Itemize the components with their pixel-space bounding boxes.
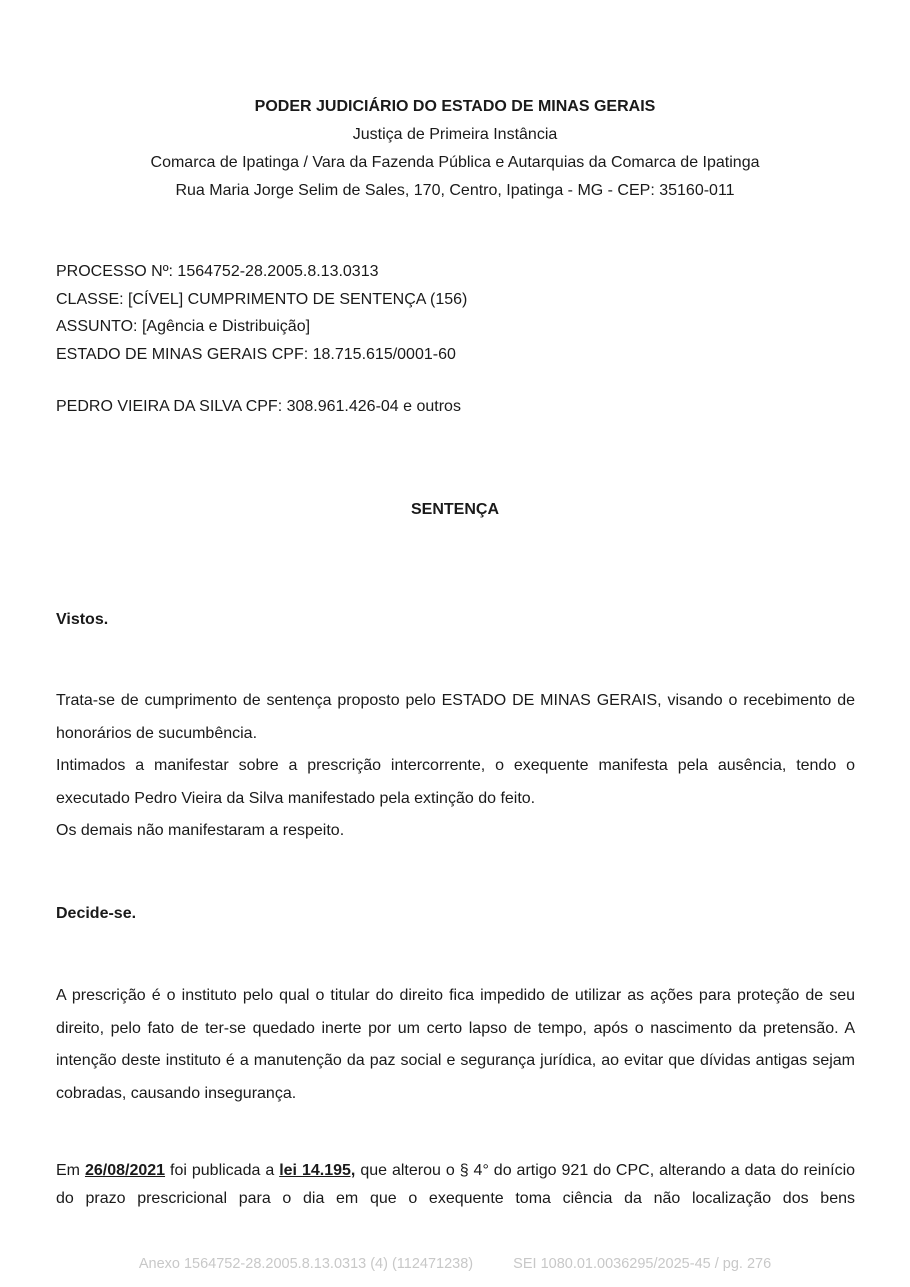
prescription-paragraph: A prescrição é o instituto pelo qual o titular do direito fica impedido de utilizar as ações para proteção de seu direito, pelo fato de ter-se quedado inerte por um certo lapso de tempo, após o nascimento da pretensão. A intenção deste instituto é a manutenção da paz social e segurança jurídica, ao evitar que dívidas antigas sejam cobradas, causando insegurança. (56, 987, 855, 1102)
footer-sei: SEI 1080.01.0036295/2025-45 / pg. 276 (513, 1256, 772, 1272)
law-section (56, 1157, 855, 1213)
case-info (56, 258, 856, 368)
law-paragraph (56, 1157, 855, 1213)
report-section (56, 685, 855, 848)
process-number: PROCESSO Nº: 1564752-28.2005.8.13.0313 (56, 263, 379, 280)
court-name: PODER JUDICIÁRIO DO ESTADO DE MINAS GERAIS (254, 98, 656, 115)
footer-annex: Anexo 1564752-28.2005.8.13.0313 (4) (112471238) (138, 1256, 474, 1272)
decide-heading: Decide-se. (56, 905, 137, 922)
report-paragraph-2: Intimados a manifestar sobre a prescrição intercorrente, o exequente manifesta pela ausência, tendo o executado Pedro Vieira da Silva manifestado pela extinção do feito. (56, 757, 855, 807)
report-paragraph-3: Os demais não manifestaram a respeito. (56, 822, 345, 840)
law-rest: que alterou o § 4° do artigo 921 do CPC, alterando a data do reinício do prazo prescricional para o dia em que o exequente toma ciência da não localização dos bens (56, 1162, 856, 1207)
law-prefix: Em (56, 1162, 80, 1179)
law-middle: foi publicada a (170, 1162, 275, 1179)
law-name: lei 14.195, (279, 1162, 356, 1179)
case-class: CLASSE: [CÍVEL] CUMPRIMENTO DE SENTENÇA (156) (56, 290, 468, 308)
report-paragraph-1: Trata-se de cumprimento de sentença proposto pelo ESTADO DE MINAS GERAIS, visando o recebimento de honorários de sucumbência. (56, 692, 855, 742)
court-instance: Justiça de Primeira Instância (352, 126, 558, 143)
page-footer (0, 1256, 910, 1272)
law-date: 26/08/2021 (84, 1162, 166, 1179)
court-division: Comarca de Ipatinga / Vara da Fazenda Pública e Autarquias da Comarca de Ipatinga (150, 154, 760, 171)
prescription-section (56, 980, 855, 1110)
party-defendant: PEDRO VIEIRA DA SILVA CPF: 308.961.426-04 e outros (56, 398, 461, 415)
court-address: Rua Maria Jorge Selim de Sales, 170, Centro, Ipatinga - MG - CEP: 35160-011 (175, 182, 735, 199)
document-title: SENTENÇA (410, 501, 499, 518)
court-header (0, 93, 910, 205)
case-subject: ASSUNTO: [Agência e Distribuição] (56, 318, 311, 335)
vistos-heading: Vistos. (56, 611, 109, 628)
party-plaintiff: ESTADO DE MINAS GERAIS CPF: 18.715.615/0001-60 (56, 345, 456, 363)
